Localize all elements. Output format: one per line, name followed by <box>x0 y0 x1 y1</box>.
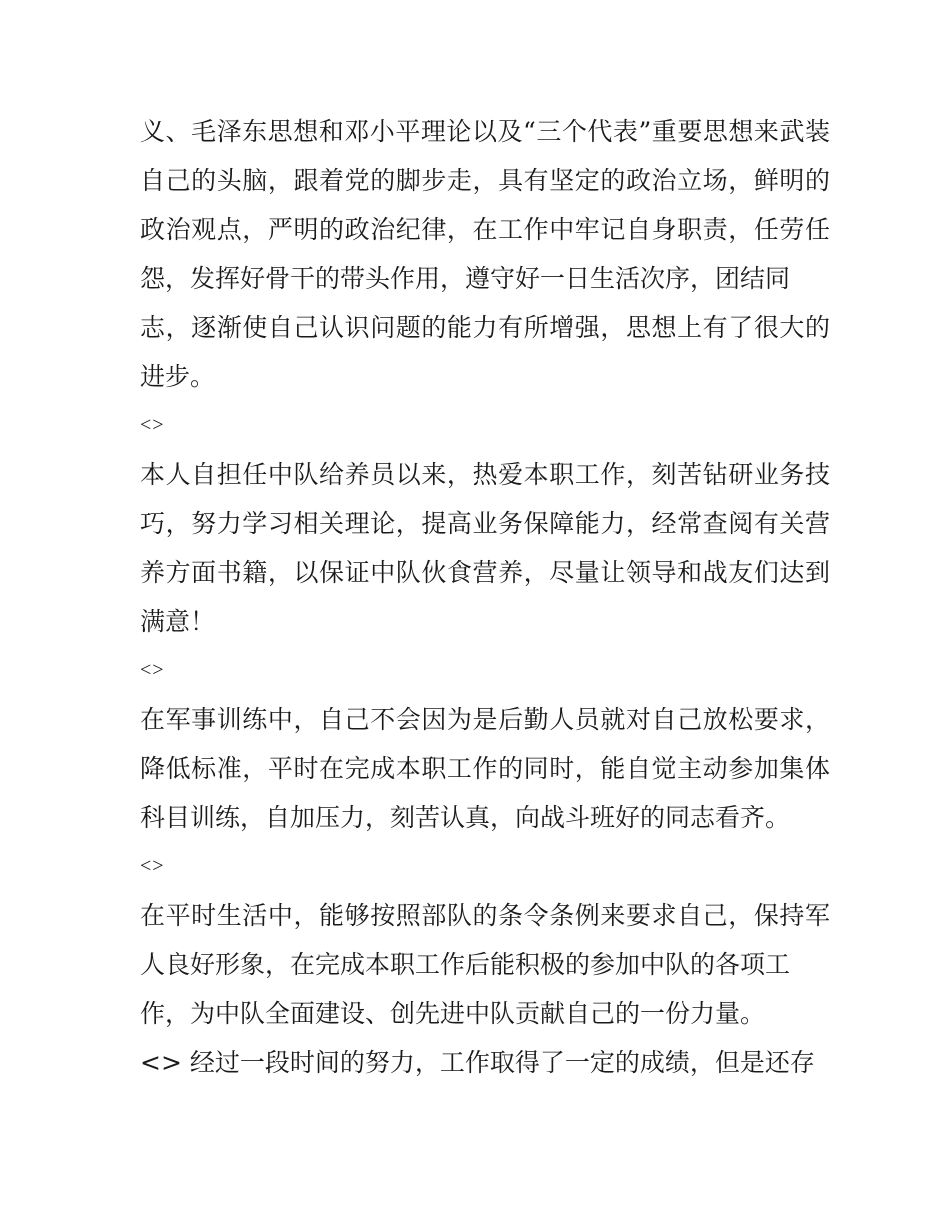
text-line: 怨，发挥好骨干的带头作用，遵守好一日生活次序，团结同 <box>140 264 791 293</box>
text-line: 在军事训练中，自己不会因为是后勤人员就对自己放松要求， <box>140 705 830 734</box>
paragraph-marker: <> <box>140 855 165 877</box>
text-line: <> 经过一段时间的努力，工作取得了一定的成绩，但是还存 <box>140 1048 815 1077</box>
text-line: 养方面书籍，以保证中队伙食营养，尽量让领导和战友们达到 <box>140 558 830 587</box>
text-line: 在平时生活中，能够按照部队的条令条例来要求自己，保持军 <box>140 901 830 930</box>
text-line: 降低标准，平时在完成本职工作的同时，能自觉主动参加集体 <box>140 754 830 783</box>
document-body <box>140 107 830 1087</box>
text-line: 科目训练，自加压力，刻苦认真，向战斗班好的同志看齐。 <box>140 803 791 832</box>
text-line: 志，逐渐使自己认识问题的能力有所增强，思想上有了很大的 <box>140 313 830 342</box>
text-line: 满意！ <box>140 607 216 636</box>
text-line: 人良好形象，在完成本职工作后能积极的参加中队的各项工 <box>140 950 791 979</box>
paragraph-marker: <> <box>140 414 165 436</box>
text-line: 作，为中队全面建设、创先进中队贡献自己的一份力量。 <box>140 999 766 1028</box>
text-line: 巧，努力学习相关理论，提高业务保障能力，经常查阅有关营 <box>140 509 830 538</box>
text-line: 自己的头脑，跟着党的脚步走，具有坚定的政治立场，鲜明的 <box>140 166 830 195</box>
text-line: 进步。 <box>140 362 216 391</box>
paragraph-marker: <> <box>140 659 165 681</box>
text-line: 本人自担任中队给养员以来，热爱本职工作，刻苦钻研业务技 <box>140 460 830 489</box>
text-line: 义、毛泽东思想和邓小平理论以及“三个代表”重要思想来武装 <box>140 117 830 146</box>
text-line: 政治观点，严明的政治纪律，在工作中牢记自身职责，任劳任 <box>140 215 830 244</box>
